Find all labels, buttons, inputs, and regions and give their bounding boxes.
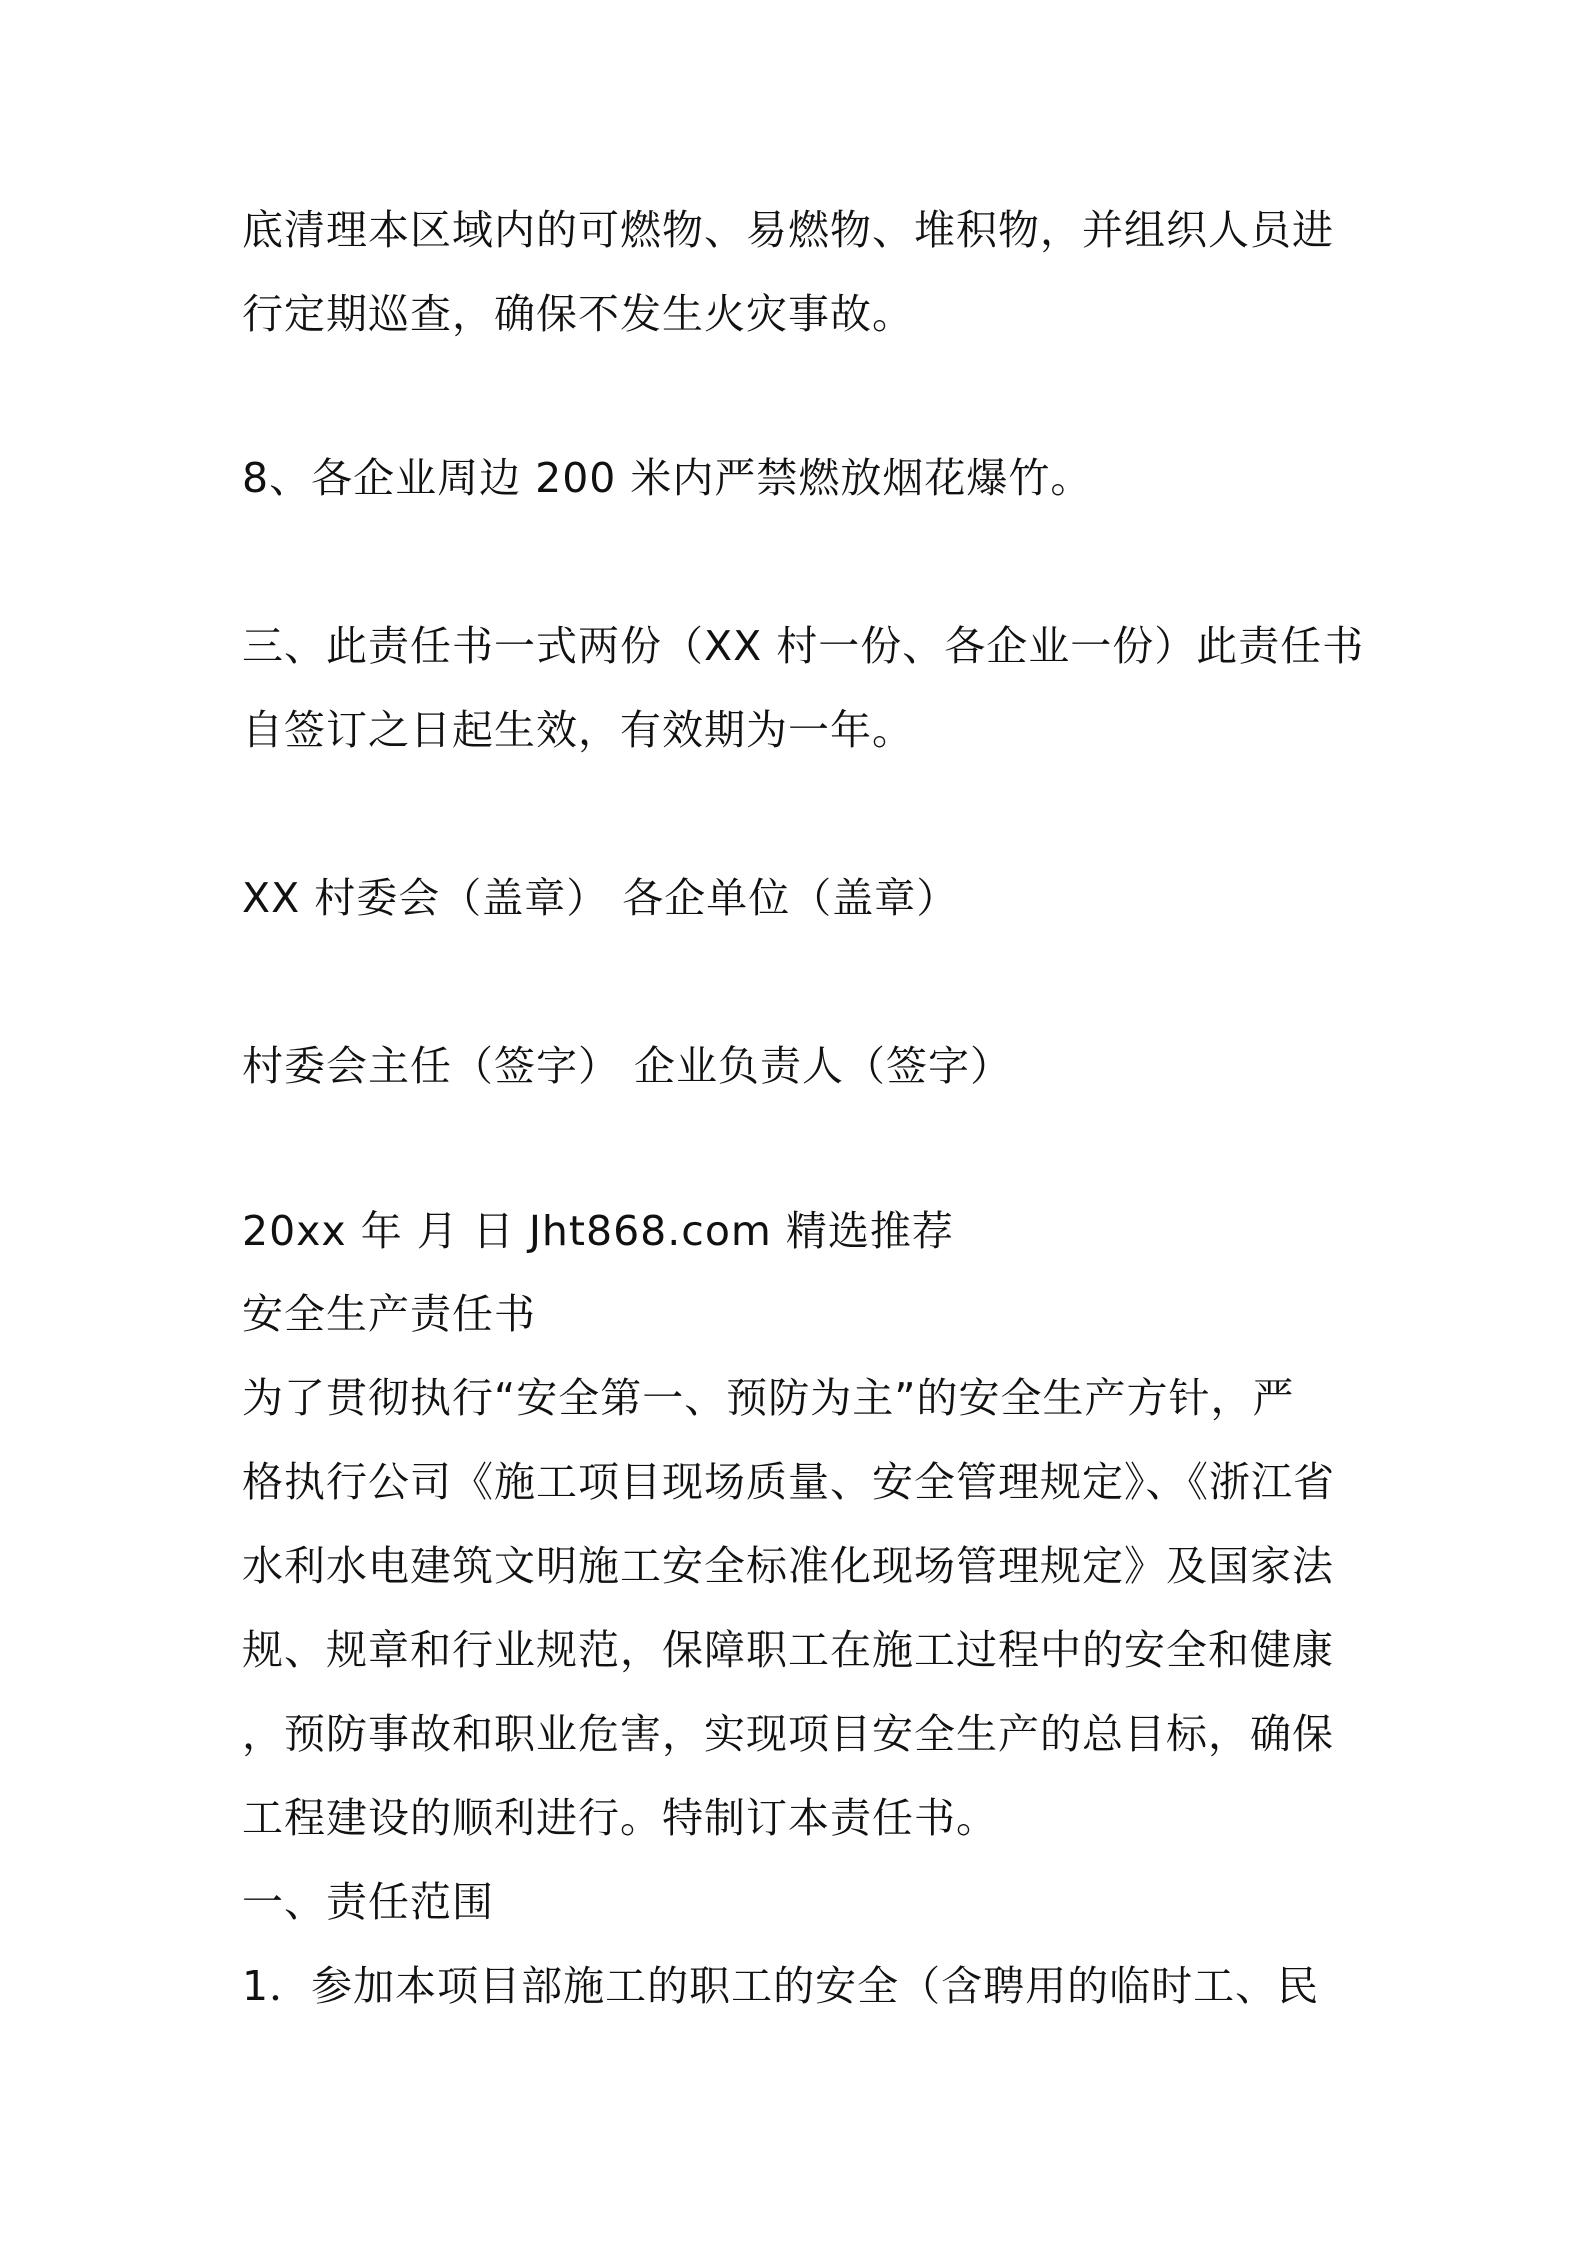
section-3-line: 三、此责任书一式两份（XX 村一份、各企业一份）此责任书 (242, 622, 1365, 670)
intro-line: 格执行公司《施工项目现场质量、安全管理规定》、《浙江省 (242, 1458, 1335, 1506)
section-1-heading: 一、责任范围 (242, 1878, 494, 1926)
list-item-8: 8、各企业周边 200 米内严禁燃放烟花爆竹。 (242, 454, 1093, 502)
intro-line: ，预防事故和职业危害，实现项目安全生产的总目标，确保 (242, 1710, 1334, 1758)
list-item-1: 1．参加本项目部施工的职工的安全（含聘用的临时工、民 (242, 1962, 1320, 2010)
section-3-line: 自签订之日起生效，有效期为一年。 (242, 706, 914, 754)
date-line: 20xx 年 月 日 Jht868.com 精选推荐 (242, 1207, 954, 1255)
seal-line: XX 村委会（盖章） 各企单位（盖章） (242, 874, 959, 922)
document-title: 安全生产责任书 (242, 1290, 536, 1338)
paragraph-line: 行定期巡查，确保不发生火灾事故。 (242, 290, 914, 338)
intro-line: 规、规章和行业规范，保障职工在施工过程中的安全和健康 (242, 1626, 1334, 1674)
intro-line: 水利水电建筑文明施工安全标准化现场管理规定》及国家法 (242, 1542, 1334, 1590)
paragraph-line: 底清理本区域内的可燃物、易燃物、堆积物，并组织人员进 (242, 206, 1334, 254)
intro-line: 为了贯彻执行“安全第一、预防为主”的安全生产方针，严 (242, 1374, 1295, 1422)
signature-line: 村委会主任（签字） 企业负责人（签字） (242, 1042, 1013, 1090)
intro-line: 工程建设的顺利进行。特制订本责任书。 (242, 1794, 998, 1842)
